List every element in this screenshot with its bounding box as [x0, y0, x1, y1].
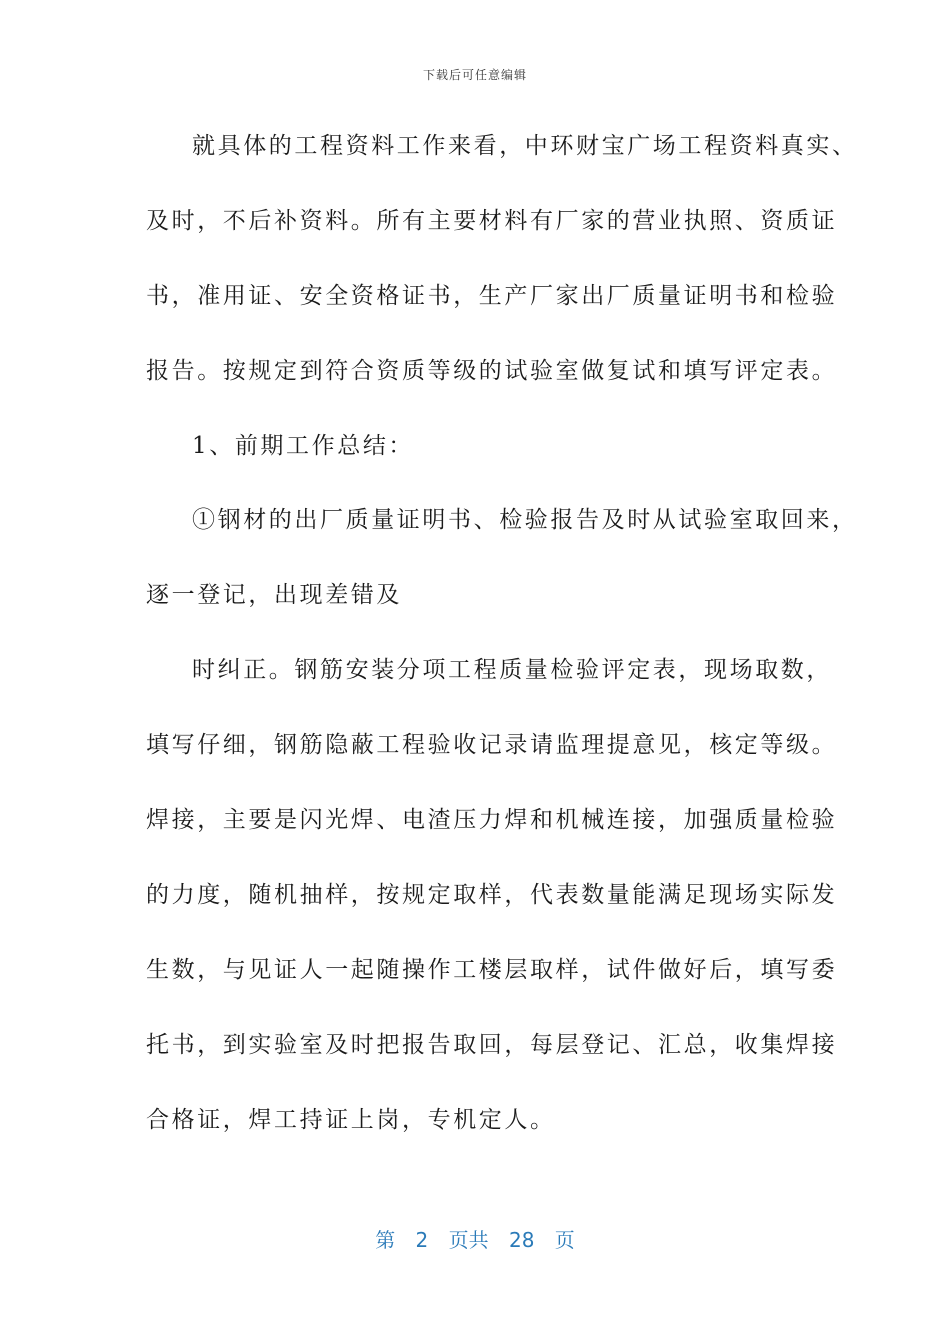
page-header-note: 下载后可任意编辑	[422, 68, 527, 82]
document-body	[146, 128, 858, 1176]
text-line: 就具体的工程资料工作来看，中环财宝广场工程资料真实、	[192, 133, 858, 159]
page-number-footer: 第 2 页共 28 页	[375, 1228, 575, 1252]
text-line: 及时，不后补资料。所有主要材料有厂家的营业执照、资质证	[146, 207, 838, 234]
text-line: ①钢材的出厂质量证明书、检验报告及时从试验室取回来，	[192, 507, 858, 534]
section-heading: 1、前期工作总结：	[192, 432, 415, 459]
text-line: 合格证，焊工持证上岗，专机定人。	[146, 1106, 556, 1133]
text-line: 填写仔细，钢筋隐蔽工程验收记录请监理提意见，核定等级。	[146, 732, 838, 759]
text-line: 的力度，随机抽样，按规定取样，代表数量能满足现场实际发	[146, 881, 838, 908]
text-line: 逐一登记，出现差错及	[146, 582, 402, 609]
text-line: 生数，与见证人一起随操作工楼层取样，试件做好后，填写委	[146, 956, 838, 983]
text-line: 焊接，主要是闪光焊、电渣压力焊和机械连接，加强质量检验	[146, 807, 838, 834]
text-line: 托书，到实验室及时把报告取回，每层登记、汇总，收集焊接	[146, 1031, 838, 1058]
text-line: 时纠正。钢筋安装分项工程质量检验评定表，现场取数，	[192, 657, 832, 684]
text-line: 书，准用证、安全资格证书，生产厂家出厂质量证明书和检验	[146, 282, 838, 309]
text-line: 报告。按规定到符合资质等级的试验室做复试和填写评定表。	[146, 357, 838, 384]
